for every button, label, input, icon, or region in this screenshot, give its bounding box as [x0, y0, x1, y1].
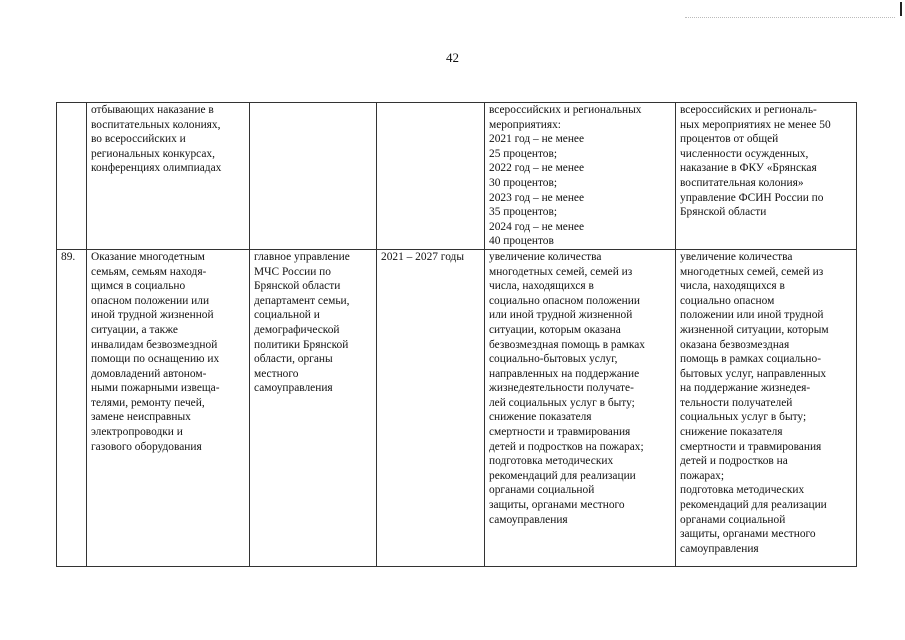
page-number: 42 [446, 50, 459, 65]
measures-table [56, 102, 857, 567]
row-number-cell: 89. [57, 249, 87, 566]
scan-noise-line [685, 17, 895, 18]
indicator-cell: всероссийских и региональ- ных мероприятиях не менее 50 процентов от общей численности осужденных, наказание в ФКУ «Брянская воспитательная колония» управление ФСИН России по Брянской области [676, 103, 857, 250]
table-row [57, 103, 857, 250]
executor-cell [250, 103, 377, 250]
executor-cell: главное управление МЧС России по Брянской области департамент семьи, социальной и демографической политики Брянской области, органы местного самоуправления [250, 249, 377, 566]
scan-edge-mark [900, 2, 902, 16]
expected-result-cell: увеличение количества многодетных семей, семей из числа, находящихся в социально опасном положении или иной трудной жизненной ситуации, которым оказана безвозмездная помощь в рамках социально-бытовых услуг, направленных на поддержание жизнедеятельности получате- лей социальных услуг в быту; снижение показателя смертности и травмирования детей и подростков на пожарах; подготовка методических рекомендаций для реализации органами социальной защиты, органами местного самоуправления [485, 249, 676, 566]
expected-result-cell: всероссийских и региональных мероприятиях: 2021 год – не менее 25 процентов; 2022 год – не менее 30 процентов; 2023 год – не менее 35 процентов; 2024 год – не менее 40 процентов [485, 103, 676, 250]
row-number-cell [57, 103, 87, 250]
indicator-cell: увеличение количества многодетных семей, семей из числа, находящихся в социально опасном положении или иной трудной жизненной ситуации, которым оказана безвозмездная помощь в рамках социально- бытовых услуг, направленных на поддержание жизнедея- тельности получателей социальных услуг в быту; снижение показателя смертности и травмирования детей и подростков на пожарах; подготовка методических рекомендаций для реализации органами социальной защиты, органами местного самоуправления [676, 249, 857, 566]
measure-cell: Оказание многодетным семьям, семьям находя- щимся в социально опасном положении или иной трудной жизненной ситуации, а также инвалидам безвозмездной помощи по оснащению их домовладений автоном- ными пожарными извеща- телями, ремонту печей, замене неисправных электропроводки и газового оборудования [87, 249, 250, 566]
period-cell [377, 103, 485, 250]
period-cell: 2021 – 2027 годы [377, 249, 485, 566]
table-row [57, 249, 857, 566]
measure-cell: отбывающих наказание в воспитательных колониях, во всероссийских и региональных конкурсах, конференциях олимпиадах [87, 103, 250, 250]
